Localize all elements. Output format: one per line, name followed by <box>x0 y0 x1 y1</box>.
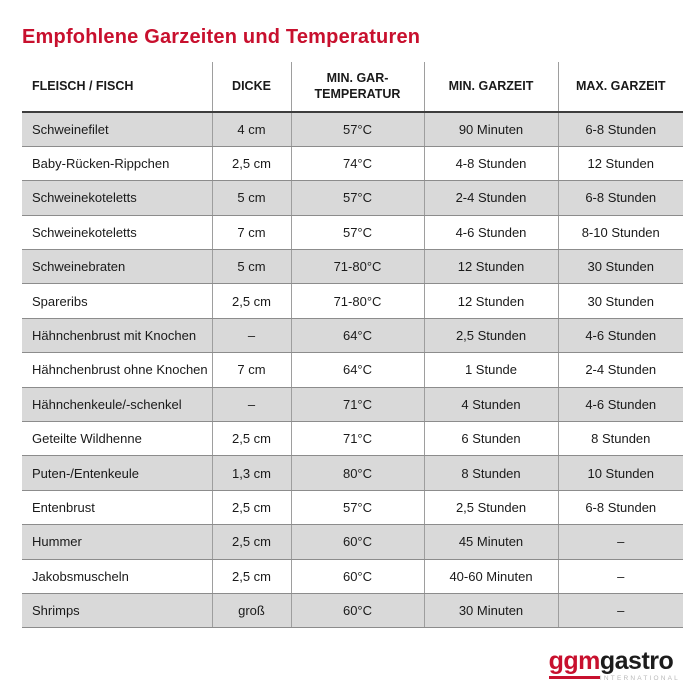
cell-dicke: 5 cm <box>212 250 291 284</box>
cell-fleisch-fisch: Schweinefilet <box>22 112 212 146</box>
cell-min-gar-temperatur: 64°C <box>291 353 424 387</box>
cell-min-garzeit: 8 Stunden <box>424 456 558 490</box>
cell-max-garzeit: – <box>558 525 683 559</box>
cell-dicke: 2,5 cm <box>212 490 291 524</box>
cell-min-gar-temperatur: 60°C <box>291 593 424 627</box>
cell-dicke: 7 cm <box>212 215 291 249</box>
column-header-min-gar-temperatur: MIN. GAR- TEMPERATUR <box>291 62 424 112</box>
cell-fleisch-fisch: Schweinekoteletts <box>22 215 212 249</box>
table-row <box>22 422 683 456</box>
logo-text-gastro: gastro <box>599 646 674 675</box>
column-header-dicke: DICKE <box>212 62 291 112</box>
cell-max-garzeit: 8-10 Stunden <box>558 215 683 249</box>
cell-min-gar-temperatur: 60°C <box>291 559 424 593</box>
cell-fleisch-fisch: Shrimps <box>22 593 212 627</box>
cell-dicke: 2,5 cm <box>212 525 291 559</box>
cell-fleisch-fisch: Jakobsmuscheln <box>22 559 212 593</box>
cell-min-garzeit: 2,5 Stunden <box>424 318 558 352</box>
cell-dicke: 2,5 cm <box>212 284 291 318</box>
cell-min-garzeit: 1 Stunde <box>424 353 558 387</box>
table-row <box>22 525 683 559</box>
table-row <box>22 593 683 627</box>
cell-max-garzeit: 6-8 Stunden <box>558 181 683 215</box>
cell-max-garzeit: 10 Stunden <box>558 456 683 490</box>
cell-max-garzeit: 12 Stunden <box>558 146 683 180</box>
column-header-max-garzeit: MAX. GARZEIT <box>558 62 683 112</box>
cell-min-garzeit: 30 Minuten <box>424 593 558 627</box>
cell-max-garzeit: – <box>558 559 683 593</box>
cell-min-gar-temperatur: 71°C <box>291 422 424 456</box>
cell-max-garzeit: 30 Stunden <box>558 284 683 318</box>
cell-max-garzeit: 2-4 Stunden <box>558 353 683 387</box>
table-row <box>22 215 683 249</box>
cell-min-gar-temperatur: 57°C <box>291 215 424 249</box>
cell-min-garzeit: 40-60 Minuten <box>424 559 558 593</box>
cell-fleisch-fisch: Spareribs <box>22 284 212 318</box>
cell-fleisch-fisch: Schweinekoteletts <box>22 181 212 215</box>
ggm-gastro-logo <box>548 646 680 683</box>
cell-fleisch-fisch: Hähnchenbrust mit Knochen <box>22 318 212 352</box>
column-header-min-garzeit: MIN. GARZEIT <box>424 62 558 112</box>
table-row <box>22 284 683 318</box>
cell-min-garzeit: 4-6 Stunden <box>424 215 558 249</box>
cell-min-garzeit: 12 Stunden <box>424 284 558 318</box>
table-row <box>22 181 683 215</box>
table-row <box>22 318 683 352</box>
cell-dicke: 4 cm <box>212 112 291 146</box>
cell-dicke: 5 cm <box>212 181 291 215</box>
cell-min-garzeit: 2-4 Stunden <box>424 181 558 215</box>
cell-max-garzeit: 30 Stunden <box>558 250 683 284</box>
cell-fleisch-fisch: Schweinebraten <box>22 250 212 284</box>
cell-min-garzeit: 2,5 Stunden <box>424 490 558 524</box>
cell-min-gar-temperatur: 74°C <box>291 146 424 180</box>
cell-dicke: – <box>212 318 291 352</box>
table-header <box>22 62 683 112</box>
table-row <box>22 456 683 490</box>
table-row <box>22 490 683 524</box>
cell-min-garzeit: 4 Stunden <box>424 387 558 421</box>
cell-min-garzeit: 90 Minuten <box>424 112 558 146</box>
cell-max-garzeit: – <box>558 593 683 627</box>
cell-dicke: – <box>212 387 291 421</box>
cell-dicke: 2,5 cm <box>212 559 291 593</box>
table-row <box>22 387 683 421</box>
table-body <box>22 112 683 628</box>
cell-min-gar-temperatur: 71-80°C <box>291 250 424 284</box>
table-header-row <box>22 62 683 112</box>
cooking-times-table <box>22 62 683 628</box>
table-row <box>22 112 683 146</box>
cell-min-garzeit: 6 Stunden <box>424 422 558 456</box>
cell-dicke: 2,5 cm <box>212 422 291 456</box>
cell-max-garzeit: 6-8 Stunden <box>558 112 683 146</box>
cell-fleisch-fisch: Hähnchenkeule/-schenkel <box>22 387 212 421</box>
cell-min-garzeit: 4-8 Stunden <box>424 146 558 180</box>
column-header-fleisch-fisch: FLEISCH / FISCH <box>22 62 212 112</box>
logo-subtext-international: INTERNATIONAL <box>599 674 680 682</box>
cell-min-gar-temperatur: 60°C <box>291 525 424 559</box>
cell-min-garzeit: 45 Minuten <box>424 525 558 559</box>
cell-fleisch-fisch: Hummer <box>22 525 212 559</box>
table-row <box>22 146 683 180</box>
cell-min-garzeit: 12 Stunden <box>424 250 558 284</box>
cell-min-gar-temperatur: 57°C <box>291 112 424 146</box>
cell-min-gar-temperatur: 71°C <box>291 387 424 421</box>
cell-fleisch-fisch: Geteilte Wildhenne <box>22 422 212 456</box>
cell-max-garzeit: 4-6 Stunden <box>558 387 683 421</box>
cell-fleisch-fisch: Baby-Rücken-Rippchen <box>22 146 212 180</box>
cell-fleisch-fisch: Entenbrust <box>22 490 212 524</box>
cell-dicke: groß <box>212 593 291 627</box>
table-row <box>22 353 683 387</box>
cell-max-garzeit: 4-6 Stunden <box>558 318 683 352</box>
cell-max-garzeit: 6-8 Stunden <box>558 490 683 524</box>
cell-dicke: 7 cm <box>212 353 291 387</box>
logo-text-ggm: ggm <box>548 646 600 675</box>
cell-fleisch-fisch: Puten-/Entenkeule <box>22 456 212 490</box>
cell-min-gar-temperatur: 64°C <box>291 318 424 352</box>
cell-fleisch-fisch: Hähnchenbrust ohne Knochen <box>22 353 212 387</box>
table-row <box>22 250 683 284</box>
cell-max-garzeit: 8 Stunden <box>558 422 683 456</box>
cell-min-gar-temperatur: 71-80°C <box>291 284 424 318</box>
table-row <box>22 559 683 593</box>
cell-min-gar-temperatur: 80°C <box>291 456 424 490</box>
cell-min-gar-temperatur: 57°C <box>291 490 424 524</box>
cell-dicke: 2,5 cm <box>212 146 291 180</box>
logo-red-underline <box>549 676 600 679</box>
page-title: Empfohlene Garzeiten und Temperaturen <box>22 26 421 48</box>
cell-min-gar-temperatur: 57°C <box>291 181 424 215</box>
cell-dicke: 1,3 cm <box>212 456 291 490</box>
